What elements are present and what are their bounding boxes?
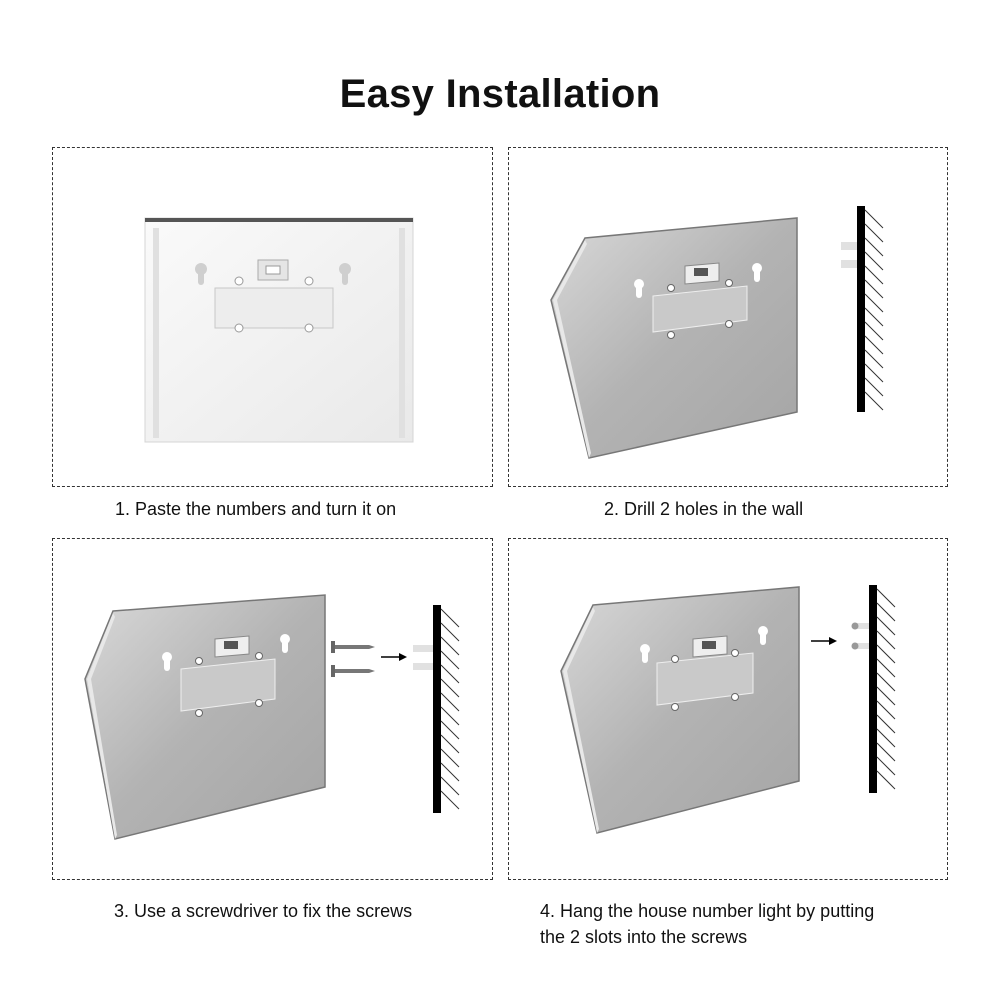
step-3-panel xyxy=(52,538,493,880)
step-4-caption xyxy=(540,898,874,950)
light-silver-plate xyxy=(85,595,325,839)
battery-cover xyxy=(215,288,333,328)
wall xyxy=(869,585,895,793)
wall xyxy=(857,206,883,412)
step-4-panel xyxy=(508,538,948,880)
step-1-panel xyxy=(52,147,493,487)
screws-in-wall xyxy=(852,623,872,650)
arrow-icon xyxy=(811,637,837,645)
step-4-illustration xyxy=(509,539,949,881)
light-silver-plate xyxy=(561,587,799,833)
step-2-caption: 2. Drill 2 holes in the wall xyxy=(604,499,804,519)
light-silver-plate xyxy=(551,218,797,458)
wall-anchors xyxy=(413,645,433,670)
step-1-caption: 1. Paste the numbers and turn it on xyxy=(115,499,397,519)
page-title: Easy Installation xyxy=(339,72,661,116)
light-back-plate-white xyxy=(145,218,413,442)
step-1-illustration xyxy=(53,148,494,488)
arrow-icon xyxy=(381,653,407,661)
step-4-caption-line-1: 4. Hang the house number light by putting xyxy=(540,901,875,921)
wall xyxy=(433,605,459,813)
step-2-illustration xyxy=(509,148,949,488)
step-2-panel xyxy=(508,147,948,487)
step-3-illustration xyxy=(53,539,494,881)
step-3-caption: 3. Use a screwdriver to fix the screws xyxy=(114,901,413,921)
step-4-caption-line-2: the 2 slots into the screws xyxy=(540,927,748,947)
screws xyxy=(331,641,375,677)
